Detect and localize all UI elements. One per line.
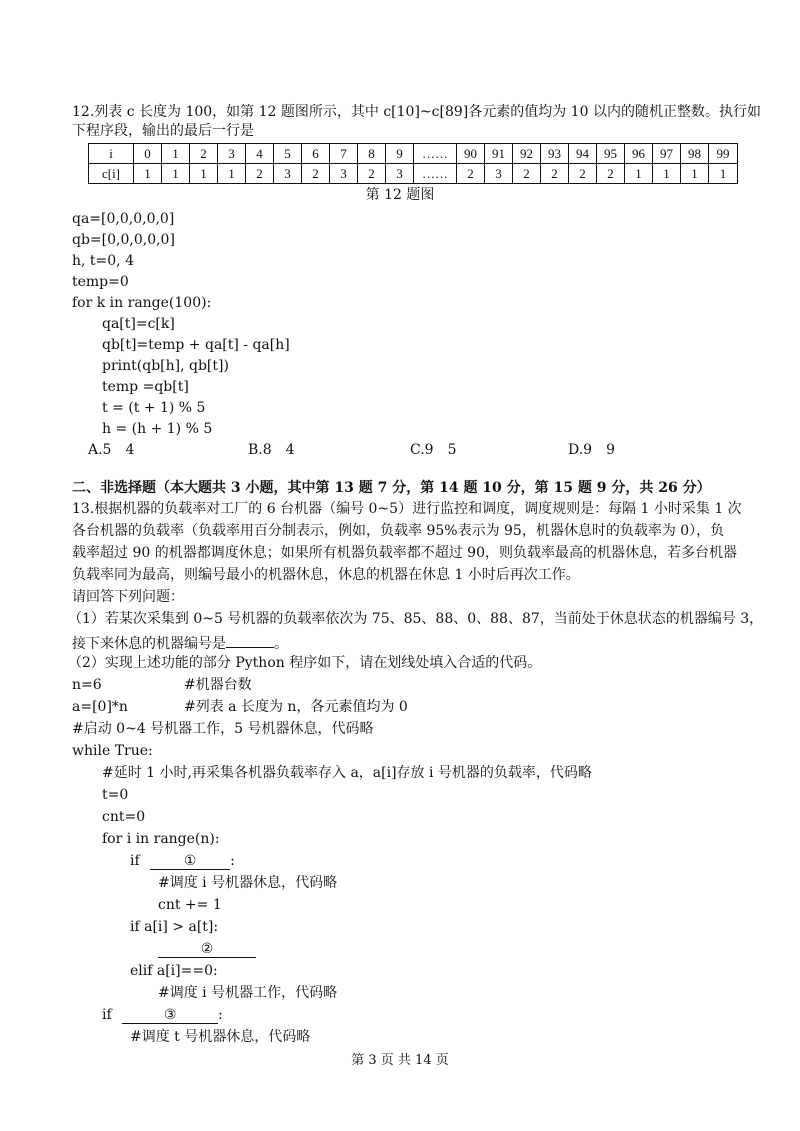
- table-cell: 2: [597, 164, 625, 184]
- table-cell: 9: [386, 144, 414, 164]
- code-colon: :: [230, 853, 235, 869]
- table-cell: 5: [274, 144, 302, 164]
- table-cell: 4: [246, 144, 274, 164]
- code-line-blank3: [102, 1006, 223, 1024]
- q13-sub2: （2）实现上述功能的部分 Python 程序如下，请在划线处填入合适的代码。: [68, 655, 542, 671]
- table-cell: ……: [414, 164, 457, 184]
- table-cell: 97: [653, 144, 681, 164]
- code-comment: #延时 1 小时,再采集各机器负载率存入 a，a[i]存放 i 号机器的负载率，代码略: [102, 765, 592, 781]
- table-cell: 1: [625, 164, 653, 184]
- code-line-blank1: [130, 852, 235, 870]
- table-cell: 2: [569, 164, 597, 184]
- choice-b: B.8 4: [248, 442, 295, 458]
- table-cell: 1: [653, 164, 681, 184]
- table-cell: 1: [218, 164, 246, 184]
- table-cell: 2: [190, 144, 218, 164]
- q13-sub1-line2: [72, 632, 288, 653]
- table-cell: 3: [386, 164, 414, 184]
- q13-sub1-text: 接下来休息的机器编号是: [72, 636, 226, 652]
- answer-blank-3[interactable]: ③: [122, 1008, 218, 1024]
- code-line: qb=[0,0,0,0,0]: [72, 232, 175, 248]
- table-cell: 1: [162, 144, 190, 164]
- table-cell: 3: [274, 164, 302, 184]
- choice-a: A.5 4: [88, 442, 135, 458]
- q13-para-line: 载率超过 90 的机器都调度休息；如果所有机器负载率都不超过 90，则负载率最高的机器休息，若多台机器: [72, 545, 737, 561]
- section-title: 二、非选择题（本大题共 3 小题，其中第 13 题 7 分，第 14 题 10 分，第 15 题 9 分，共 26 分）: [72, 480, 711, 496]
- q12-data-table: [88, 143, 738, 184]
- page-footer: 第 3 页 共 14 页: [351, 1053, 449, 1068]
- code-comment: #启动 0~4 号机器工作，5 号机器休息，代码略: [72, 721, 374, 737]
- table-cell: i: [89, 144, 134, 164]
- table-cell: 1: [134, 164, 162, 184]
- table-cell: 99: [709, 144, 738, 164]
- table-cell: 1: [190, 164, 218, 184]
- code-comment: #调度 i 号机器休息，代码略: [158, 875, 338, 891]
- table-cell: 1: [681, 164, 709, 184]
- code-line: cnt += 1: [158, 897, 222, 913]
- table-cell: 2: [302, 164, 330, 184]
- table-cell: 2: [246, 164, 274, 184]
- table-cell: 6: [302, 144, 330, 164]
- code-line: while True:: [72, 743, 153, 759]
- code-line: qb[t]=temp + qa[t] - qa[h]: [102, 337, 290, 353]
- table-cell: 95: [597, 144, 625, 164]
- code-line: qa[t]=c[k]: [102, 316, 175, 332]
- table-cell: 91: [485, 144, 513, 164]
- code-line: n=6: [72, 677, 102, 693]
- q13-sub1-line1: （1）若某次采集到 0~5 号机器的负载率依次为 75、85、88、0、88、87，当前处于休息状态的机器编号 3，: [68, 611, 764, 627]
- code-line: temp=0: [72, 274, 129, 290]
- table-cell: 7: [330, 144, 358, 164]
- code-line: a=[0]*n: [72, 699, 128, 715]
- code-line: if a[i] > a[t]:: [130, 919, 219, 935]
- table-cell: ……: [414, 144, 457, 164]
- code-line: qa=[0,0,0,0,0]: [72, 211, 175, 227]
- table-cell: 1: [162, 164, 190, 184]
- table-cell: 93: [541, 144, 569, 164]
- code-line: t=0: [102, 787, 129, 803]
- table-cell: c[i]: [89, 164, 134, 184]
- code-line: cnt=0: [102, 809, 146, 825]
- code-line: for i in range(n):: [102, 831, 220, 847]
- code-line: for k in range(100):: [72, 295, 212, 311]
- code-comment: #列表 a 长度为 n，各元素值均为 0: [184, 699, 408, 715]
- q13-para-line: 请回答下列问题：: [72, 589, 184, 605]
- code-colon: :: [218, 1007, 223, 1023]
- table-cell: 3: [218, 144, 246, 164]
- code-comment: #机器台数: [184, 677, 252, 693]
- table-row-index: [89, 144, 738, 164]
- code-comment: #调度 i 号机器工作，代码略: [158, 985, 338, 1001]
- table-cell: 2: [457, 164, 485, 184]
- q13-para-line: 各台机器的负载率（负载率用百分制表示，例如，负载率 95%表示为 95，机器休息时的负载率为 0），负: [72, 523, 725, 539]
- code-keyword: if: [102, 1007, 112, 1023]
- code-line: h, t=0, 4: [72, 253, 134, 269]
- table-cell: 2: [358, 164, 386, 184]
- answer-blank[interactable]: [226, 632, 274, 648]
- code-line-blank2: [158, 940, 256, 958]
- table-cell: 0: [134, 144, 162, 164]
- answer-blank-1[interactable]: ①: [150, 854, 230, 870]
- code-line: print(qb[h], qb[t]): [102, 358, 229, 374]
- q12-stem-line2: 下程序段，输出的最后一行是: [72, 123, 254, 139]
- table-cell: 96: [625, 144, 653, 164]
- table-cell: 8: [358, 144, 386, 164]
- code-line: t = (t + 1) % 5: [102, 400, 206, 416]
- answer-blank-2[interactable]: ②: [158, 942, 256, 958]
- table-cell: 98: [681, 144, 709, 164]
- table-cell: 3: [485, 164, 513, 184]
- table-cell: 92: [513, 144, 541, 164]
- table-row-values: [89, 164, 738, 184]
- table-cell: 1: [709, 164, 738, 184]
- q12-stem-line1: 12.列表 c 长度为 100，如第 12 题图所示，其中 c[10]~c[89]各元素的值均为 10 以内的随机正整数。执行如: [72, 104, 761, 120]
- code-line: temp =qb[t]: [102, 379, 189, 395]
- table-cell: 2: [541, 164, 569, 184]
- code-line: h = (h + 1) % 5: [102, 421, 213, 437]
- choice-d: D.9 9: [568, 442, 615, 458]
- choice-c: C.9 5: [410, 442, 457, 458]
- q13-para-line: 负载率同为最高，则编号最小的机器休息，休息的机器在休息 1 小时后再次工作。: [72, 567, 580, 583]
- table-cell: 94: [569, 144, 597, 164]
- code-line: elif a[i]==0:: [130, 963, 218, 979]
- code-comment: #调度 t 号机器休息，代码略: [130, 1029, 311, 1045]
- code-keyword: if: [130, 853, 140, 869]
- table-cell: 3: [330, 164, 358, 184]
- table-cell: 90: [457, 144, 485, 164]
- q12-figure-caption: 第 12 题图: [365, 187, 435, 203]
- q13-sub1-end: 。: [274, 636, 288, 652]
- table-cell: 2: [513, 164, 541, 184]
- q13-para-line: 13.根据机器的负载率对工厂的 6 台机器（编号 0~5）进行监控和调度，调度规则是：每隔 1 小时采集 1 次: [72, 501, 742, 517]
